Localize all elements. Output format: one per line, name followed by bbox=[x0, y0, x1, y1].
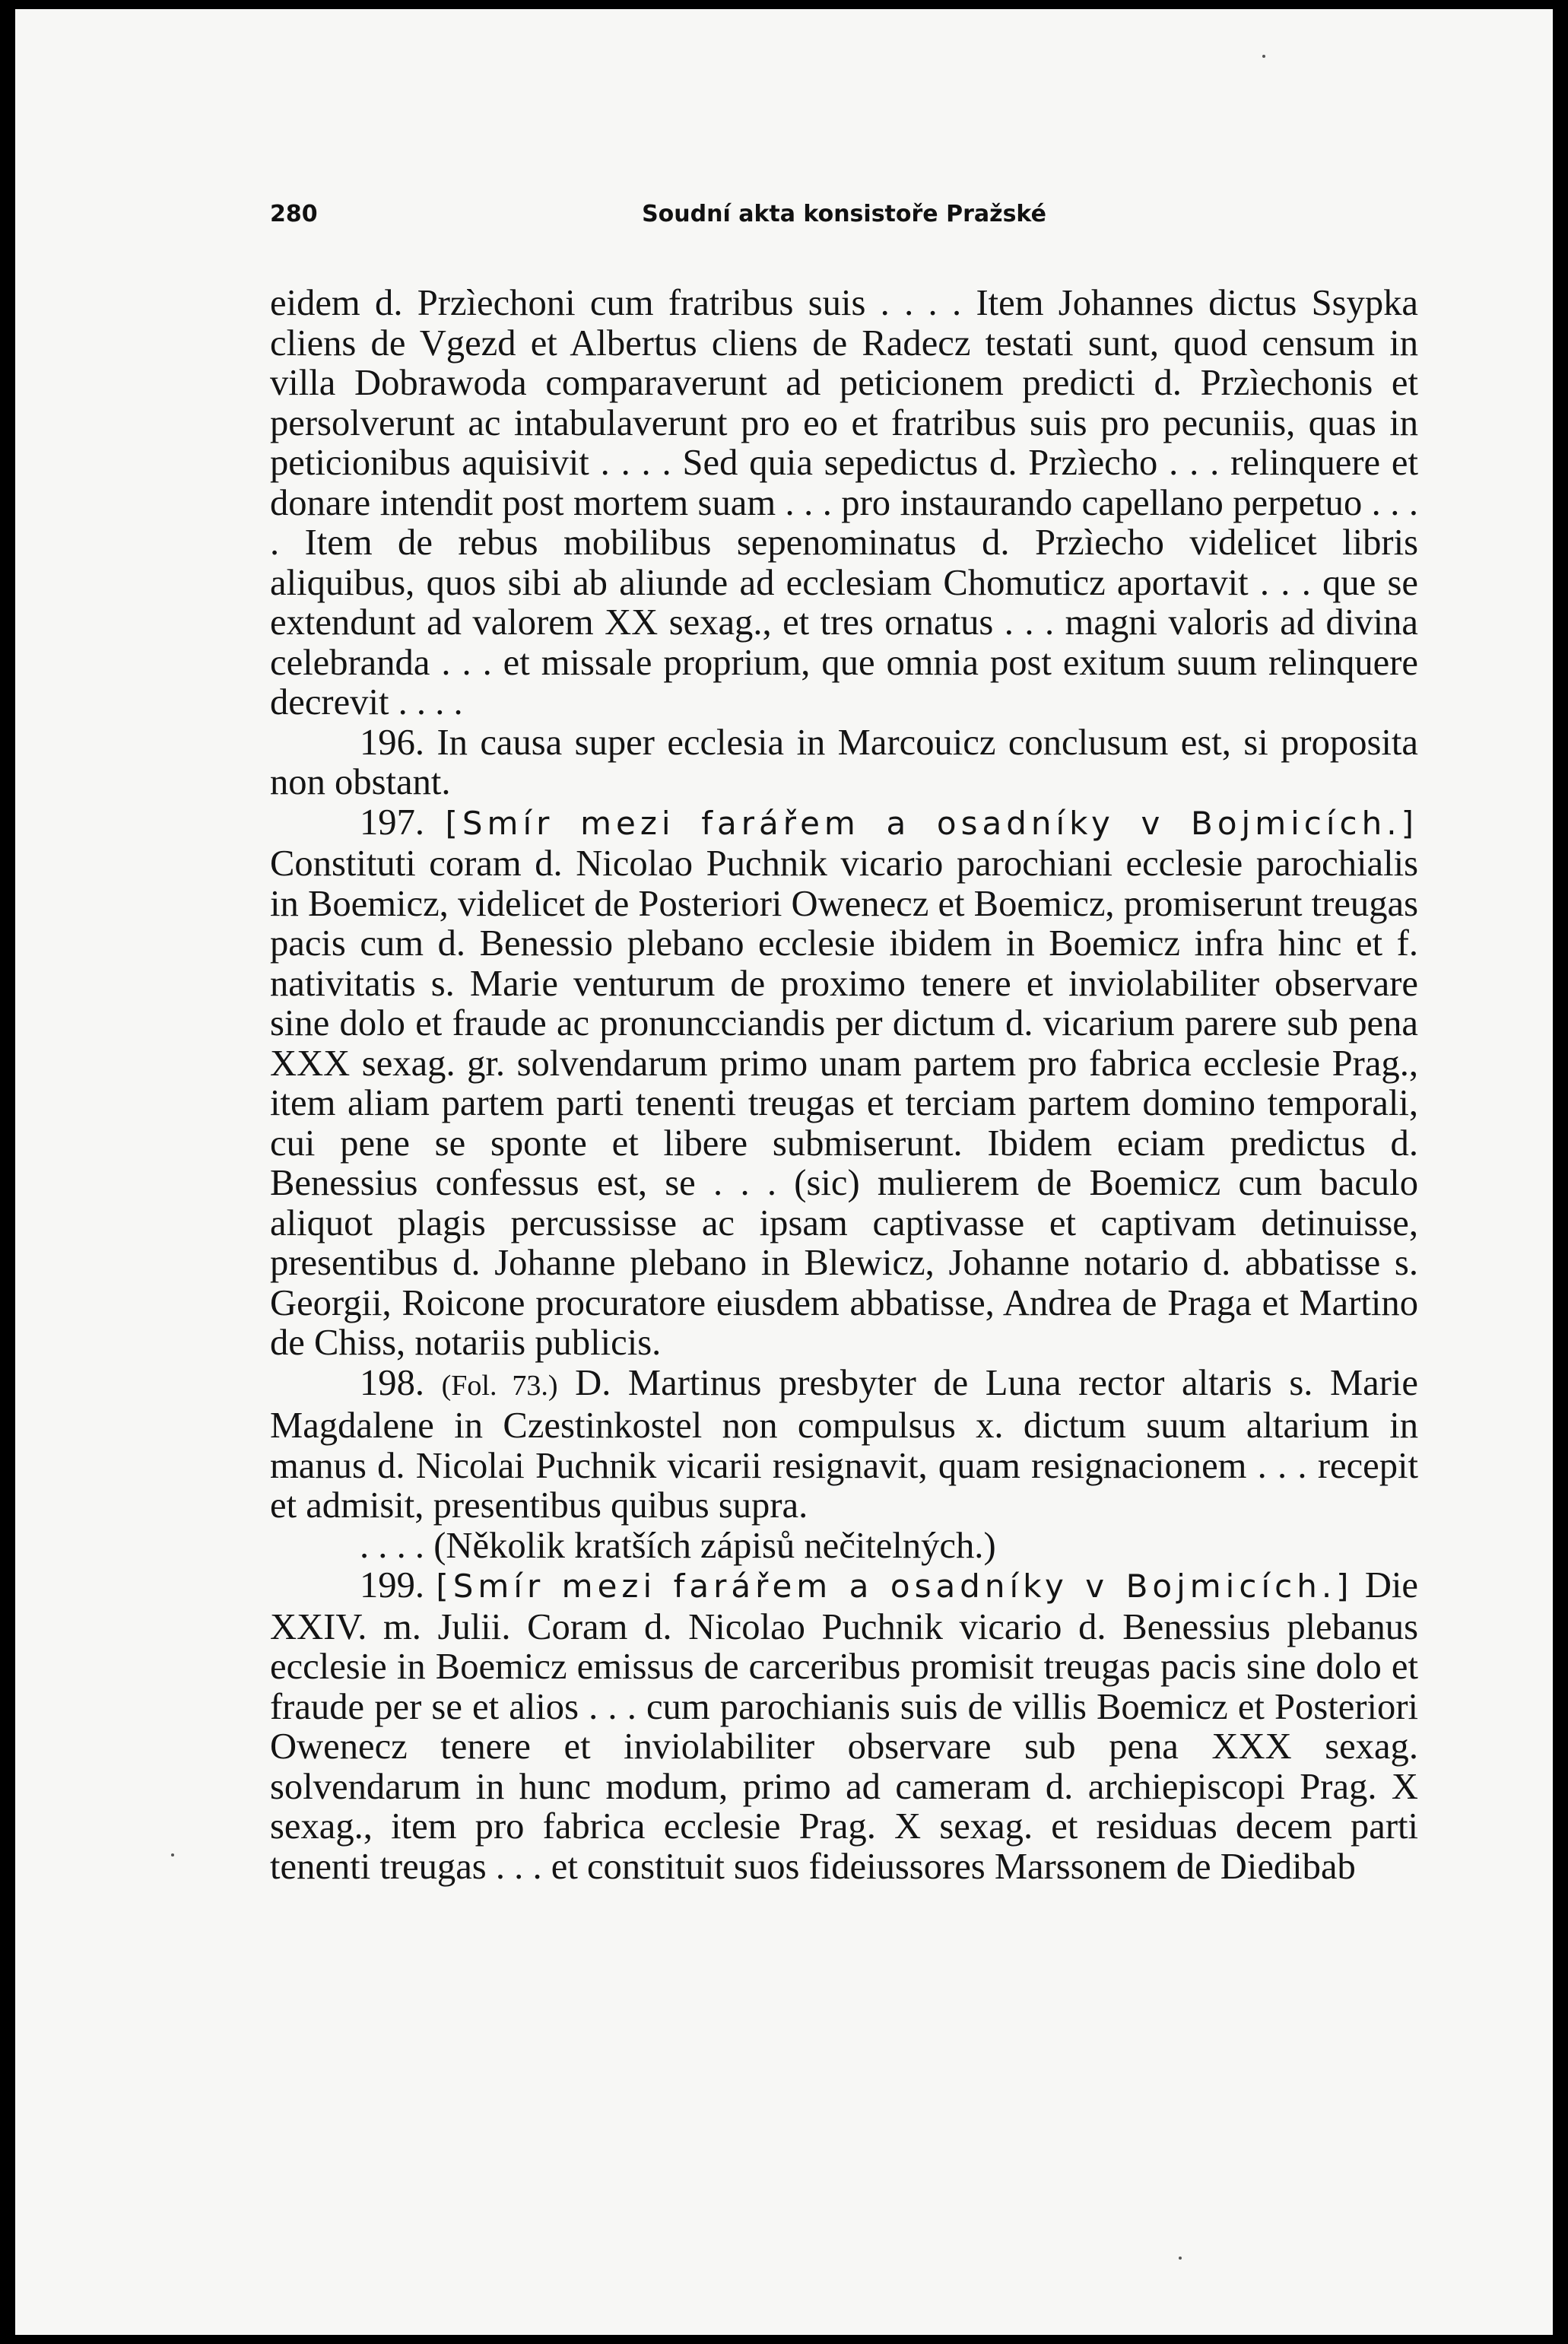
entry-number: 198. bbox=[360, 1361, 425, 1403]
running-title: Soudní akta konsistoře Pražské bbox=[642, 201, 1046, 227]
gap-note-text: . . . . (Několik kratších zápisů nečitelných.) bbox=[360, 1524, 996, 1566]
entry-heading: [Smír mezi farářem a osadníky v Bojmicích.] bbox=[436, 1567, 1354, 1605]
folio-reference: (Fol. 73.) bbox=[441, 1369, 558, 1402]
entry-198 bbox=[270, 1363, 1418, 1526]
paragraph-text: eidem d. Przìechoni cum fratribus suis . . . . Item Johannes dictus Ssypka cliens de Vgezd et Albertus cliens de Radecz testati sunt, quod censum in villa Dobrawoda comparaverunt ad peticionem predicti d. Przìechonis et persolverunt ac intabulaverunt pro eo et fratribus suis pro pecuniis, quas in peticionibus aquisivit . . . . Sed quia sepedictus d. Przìecho . . . relinquere et donare intendit post mortem suam . . . pro instaurando capellano perpetuo . . . . Item de rebus mobilibus sepenominatus d. Przìecho videlicet libris aliquibus, quos sibi ab aliunde ad ecclesiam Chomuticz aportavit . . . que se extendunt ad valorem XX sexag., et tres ornatus . . . magni valoris ad divina celebranda . . . et missale proprium, que omnia post exitum suum relinquere decrevit . . . . bbox=[270, 282, 1418, 723]
entry-number: 197. bbox=[360, 801, 425, 843]
continued-entry-paragraph bbox=[270, 283, 1418, 723]
page-header bbox=[270, 201, 1418, 239]
entry-text: In causa super ecclesia in Marcouicz conclusum est, si proposita non obstant. bbox=[270, 721, 1418, 802]
entry-text: Die XXIV. m. Julii. Coram d. Nicolao Puchnik vicario d. Benessius plebanus ecclesie in Boemicz emissus de carceribus promisit treugas pacis sine dolo et fraude per se et alios . . . cum parochianis suis de villis Boemicz et Posteriori Owenecz tenere et inviolabiliter observare sub pena XXX sexag. solvendarum in hunc modum, primo ad cameram d. archiepiscopi Prag. X sexag., item pro fabrica ecclesie Prag. X sexag. et residuas decem parti tenenti treugas . . . et constituit suos fideiussores Marssonem de Diedibab bbox=[270, 1564, 1418, 1887]
book-page bbox=[15, 9, 1553, 2335]
entry-197 bbox=[270, 802, 1418, 1363]
entry-196 bbox=[270, 723, 1418, 802]
entry-199 bbox=[270, 1565, 1418, 1886]
document-body bbox=[270, 283, 1418, 1886]
editorial-note bbox=[270, 1526, 1418, 1566]
entry-heading: [Smír mezi farářem a osadníky v Bojmicích.] bbox=[445, 804, 1418, 842]
paper-speck bbox=[1179, 2257, 1182, 2260]
entry-text: Constituti coram d. Nicolao Puchnik vicario parochiani ecclesie parochialis in Boemicz, videlicet de Posteriori Owenecz et Boemicz, promiserunt treugas pacis cum d. Benessio plebano ecclesie ibidem in Boemicz infra hinc et f. nativitatis s. Marie venturum de proximo tenere et inviolabiliter observare sine dolo et fraude ac pronuncciandis per dictum d. vicarium parere sub pena XXX sexag. gr. solvendarum primo unam partem pro fabrica ecclesie Prag., item aliam partem parti tenenti treugas et terciam partem domino temporali, cui pene se sponte et libere submiserunt. Ibidem eciam predictus d. Benessius confessus est, se . . . (sic) mulierem de Boemicz cum baculo aliquot plagis percussisse ac ipsam captivasse et captivam detinuisse, presentibus d. Johanne plebano in Blewicz, Johanne notario d. abbatisse s. Georgii, Roicone procuratore eiusdem abbatisse, Andrea de Praga et Martino de Chiss, notariis publicis. bbox=[270, 843, 1418, 1363]
entry-number: 199. bbox=[360, 1564, 425, 1606]
paper-speck bbox=[1262, 55, 1265, 58]
page-number: 280 bbox=[270, 201, 318, 227]
entry-number: 196. bbox=[360, 721, 425, 763]
paper-speck bbox=[171, 1853, 174, 1856]
entry-text: D. Martinus presbyter de Luna rector altaris s. Marie Magdalene in Czestinkostel non compulsus x. dictum suum altarium in manus d. Nicolai Puchnik vicarii resignavit, quam resignacionem . . . recepit et admisit, presentibus quibus supra. bbox=[270, 1361, 1418, 1526]
